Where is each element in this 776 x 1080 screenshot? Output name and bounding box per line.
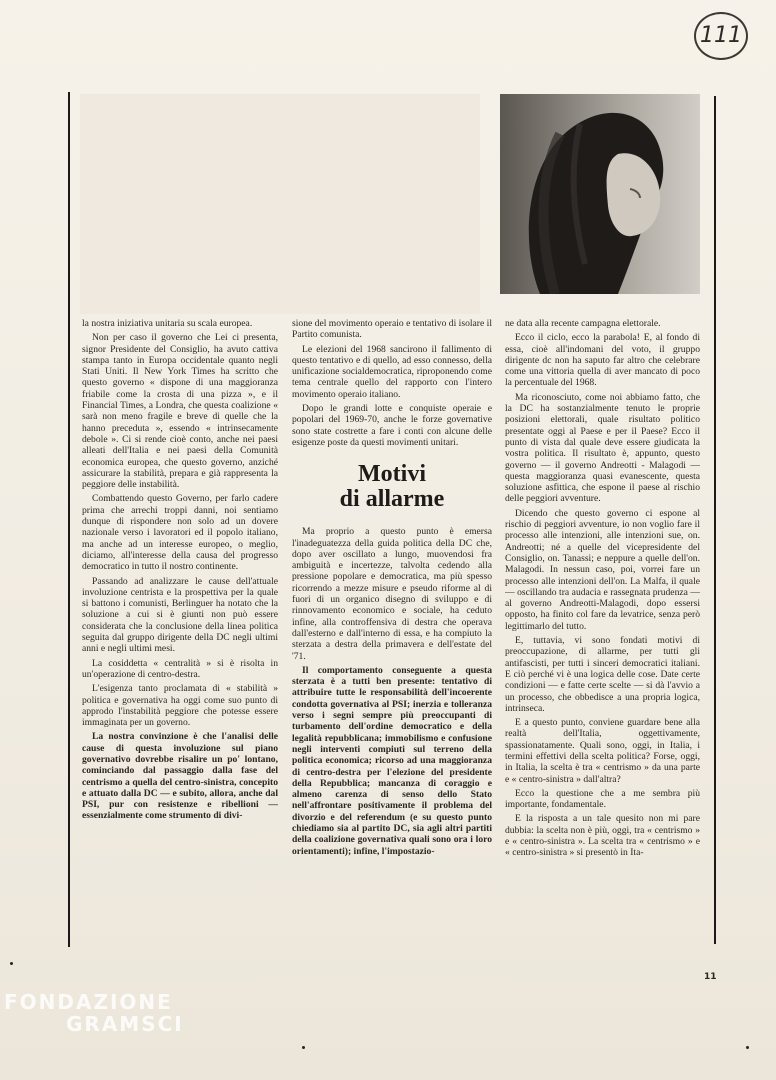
paragraph: Ma proprio a questo punto è emersa l'inadeguatezza della guida politica della DC che, dopo aver oscillato a lungo, muovendosi fra ambiguità e incertezze, talvolta cedendo alla pressione popolare e democratica, ma più spesso ricorrendo a mezze misure e pseudo riforme al di fuori di un organico disegno di sviluppo e di rinnovamento economico e sociale, ha ceduto infine, alla controffensiva di destra che operava dall'esterno e dall'interno di essa, e ha compiuto la sterzata a destra della primavera e dell'estate del '71. [292, 526, 492, 662]
column-1 [82, 318, 278, 946]
column-3 [505, 318, 700, 946]
left-margin-rule [68, 92, 70, 947]
portrait-photo-icon [500, 94, 700, 294]
column-2 [292, 318, 492, 946]
paragraph: Dopo le grandi lotte e conquiste operaie e popolari del 1969-70, anche le forze governative sono state costrette a fare i conti con alcune delle esigenze poste da questi movimenti unitari. [292, 403, 492, 448]
section-headline [292, 462, 492, 512]
scan-dot [746, 1046, 749, 1049]
paragraph: Dicendo che questo governo ci espone al rischio di peggiori avventure, io non voglio fare il processo alle intenzioni, alle intenzioni sue, on. Andreotti; né a quelle del vicepresidente del Consiglio, on. Tanassi; e neppure a quelle dell'on. Malagodi. In nessun caso, poi, vorrei fare un processo alle intenzioni dell'on. La Malfa, il quale — oscillando tra audacia e rassegnata prudenza — al governo Andreotti-Malagodi, dopo essersi opposto, ha finito col fare da levatrice, senza però legittimarlo del tutto. [505, 507, 700, 632]
paragraph: la nostra iniziativa unitaria su scala europea. [82, 318, 253, 329]
portrait-photo [500, 94, 700, 294]
paragraph: E a questo punto, conviene guardare bene alla realtà dell'Italia, oggettivamente, spassionatamente. Quali sono, oggi, in Italia, i termini effettivi della scelta politica? Forse, oggi, in Italia, la scelta è tra « centrismo » da una parte e « centro-sinistra » dall'altra? [505, 717, 700, 785]
page-number: 11 [704, 972, 717, 982]
paragraph: Ecco il ciclo, ecco la parabola! E, al fondo di essa, cioè all'indomani del voto, il gruppo dirigente dc non ha saputo far altro che celebrare come una vittoria quella di aver mancato di poco la percentuale del 1968. [505, 332, 700, 389]
paragraph: Ma riconosciuto, come noi abbiamo fatto, che la DC ha sostanzialmente tenuto le proprie posizioni elettorali, quale risultato politico presentate oggi al Paese e per il Paese? Ecco il punto di vista dal quale deve essere giudicata la vostra politica. Il risultato è, appunto, questo governo — il governo Andreotti - Malagodi — questa maggioranza quasi evanescente, questa soluzione asfittica, che espone il paese al rischio delle peggiori avventure. [505, 391, 700, 505]
paragraph: Non per caso il governo che Lei ci presenta, signor Presidente del Consiglio, ha avuto cattiva stampa tanto in Europa occidentale quanto negli Stati Uniti. Il New York Times ha scritto che questo governo « dispone di una maggioranza friabile come la crosta di una pizza », e il Financial Times, a Londra, che questa coalizione « sarà non meno fragile e breve di quelle che la hanno preceduta », essendo « intrinsecamente debole ». Ci si rende cioè conto, anche nei paesi alleati dell'Italia e nei paesi della Comunità economica europea, che questo governo, anziché assicurare la stabilità, prepara e già rappresenta la peggiore delle instabilità. [82, 332, 278, 491]
headline-line-2: di allarme [339, 486, 445, 513]
paragraph: Passando ad analizzare le cause dell'attuale involuzione centrista e la prospettiva per la quale si battono i comunisti, Berlinguer ha notato che la soluzione a cui si è giunti non può essere considerata che la conclusione della linea politica seguita dal gruppo dirigente della DC negli ultimi anni e negli ultimi mesi. [82, 575, 278, 655]
watermark-line-2: GRAMSCI [66, 1012, 184, 1036]
archive-watermark [4, 992, 184, 1034]
paragraph: La cosiddetta « centralità » si è risolta in un'operazione di centro-destra. [82, 657, 278, 680]
paragraph: L'esigenza tanto proclamata di « stabilità » politica e governativa ha oggi come suo punto di approdo l'instabilità peggiore che potesse essere immaginata per un governo. [82, 683, 278, 729]
paragraph: Le elezioni del 1968 sancirono il fallimento di questo tentativo e di quello, ad esso connesso, della unificazione socialdemocratica, riproponendo come tema centrale quello del rapporto con l'intero movimento operaio italiano. [292, 343, 492, 400]
paragraph: La nostra convinzione è che l'analisi delle cause di questa involuzione sul piano governativo dovrebbe risalire un po' lontano, cominciando dal passaggio dalla fase del centrismo a quella del centro-sinistra, concepito e attuato dalla DC — e subito, allora, anche dal PSI, pur con resistenze e ribellioni — essenzialmente come strumento di divi- [82, 731, 278, 822]
watermark-line-1: FONDAZIONE [4, 990, 173, 1014]
blank-header-area [80, 94, 480, 314]
headline-line-1: Motivi [358, 461, 426, 488]
paragraph: sione del movimento operaio e tentativo di isolare il Partito comunista. [292, 318, 492, 341]
scan-dot [302, 1046, 305, 1049]
right-margin-rule [714, 96, 716, 944]
paragraph: Combattendo questo Governo, per farlo cadere prima che arrechi troppi danni, noi sentiamo dunque di rispondere non solo ad un dovere nazionale verso i lavoratori ed il popolo italiano, ma anche ad un interesse europeo, o meglio, diciamo, all'interesse della causa del progresso democratico in tutto il nostro continente. [82, 493, 278, 573]
paragraph: E, tuttavia, vi sono fondati motivi di preoccupazione, di allarme, per tutti gli antifascisti, per tutti i sinceri democratici italiani. E ciò perché vi è una logica delle cose. Date certe condizioni — e fatte certe scelte — si dà l'avvio a un processo, che obbedisce a una propria logica, intrinseca. [505, 635, 700, 714]
paragraph: E la risposta a un tale quesito non mi pare dubbia: la scelta non è più, oggi, tra « centrismo » e « centro-sinistra ». La scelta tra « centrismo » e « centro-sinistra » si presentò in Ita- [505, 813, 700, 859]
paragraph: Ecco la questione che a me sembra più importante, fondamentale. [505, 787, 700, 811]
paragraph: ne data alla recente campagna elettorale. [505, 318, 661, 329]
scan-dot [10, 962, 13, 965]
archive-number-stamp: 111 [694, 12, 748, 60]
paragraph: Il comportamento conseguente a questa sterzata è a tutti ben presente: tentativo di attribuire tutte le responsabilità dell'incoerente condotta governativa al PSI; inerzia e tolleranza verso i segni sempre più preoccupanti di turbamento dell'ordine democratico e della legalità repubblicana; immobilismo e confusione negli interventi compiuti sul terreno della politica economica; ricorso ad una maggioranza di centro-destra per l'elezione del presidente della Repubblica; mancanza di coraggio e almeno carenza di senso dello Stato nell'affrontare positivamente il problema del divorzio e del referendum (e su questo punto chiediamo sia al partito DC, sia agli altri partiti della coalizione governativa quali sono ora i loro orientamenti); infine, l'impostazio- [292, 664, 492, 857]
